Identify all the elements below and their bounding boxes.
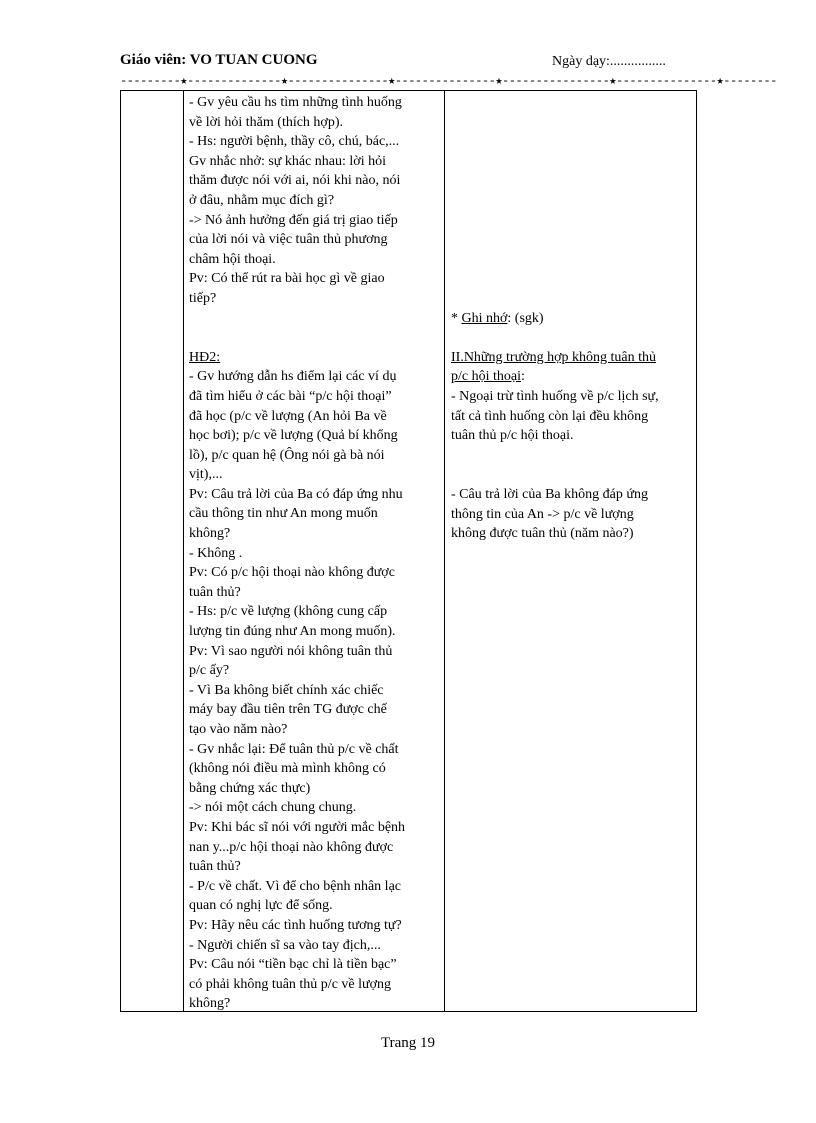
section-title: II.Những trường hợp không tuân thủ [451, 349, 656, 365]
teacher-line [120, 52, 318, 69]
content-line: - Ngoại trừ tình huống về p/c lịch sự, [451, 388, 659, 404]
activity-line: ở đâu, nhằm mục đích gì? [189, 192, 335, 208]
activity-line: tuân thủ? [189, 584, 241, 600]
teacher-name: VO TUAN CUONG [189, 52, 318, 68]
page-header [120, 52, 698, 74]
activity-line: Pv: Có thể rút ra bài học gì về giao [189, 271, 385, 287]
activity-line: tiếp? [189, 290, 217, 306]
header-separator: ---------★--------------★---------------★---------------★----------------★---------------★-------- [120, 74, 777, 88]
teaching-date: Ngày dạy:................ [552, 54, 666, 69]
activity-line: về lời hỏi thăm (thích hợp). [189, 114, 343, 130]
activity-line: - Hs: người bệnh, thầy cô, chú, bác,... [189, 134, 400, 150]
activity-line: (không nói điều mà mình không có [189, 761, 386, 777]
activity-line: Gv nhắc nhở: sự khác nhau: lời hỏi [189, 153, 386, 169]
activity-line: Pv: Khi bác sĩ nói với người mắc bệnh [189, 819, 406, 835]
content-line: - Câu trả lời của Ba không đáp ứng [451, 486, 648, 502]
activity-line: - P/c về chất. Vì để cho bệnh nhân lạc [189, 878, 402, 894]
activity-line: - Vì Ba không biết chính xác chiếc [189, 682, 384, 698]
activity-line: Pv: Hãy nêu các tình huống tương tự? [189, 917, 402, 933]
activity-line: - Gv nhắc lại: Để tuân thủ p/c về chất [189, 741, 399, 757]
activity-line: -> Nó ảnh hưởng đến giá trị giao tiếp [189, 212, 398, 228]
teacher-label: Giáo viên: [120, 52, 187, 68]
activity-line: quan có nghị lực để sống. [189, 898, 333, 914]
column-divider-1 [183, 91, 184, 1011]
activity-line: không? [189, 996, 231, 1012]
content-line: không được tuân thủ (năm nào?) [451, 526, 634, 542]
activity-line: lồ), p/c quan hệ (Ông nói gà bà nói [189, 447, 385, 463]
activity-line: có phải không tuân thủ p/c về lượng [189, 976, 392, 992]
activity-line: - Gv hướng dẫn hs điểm lại các ví dụ [189, 369, 397, 385]
content-column [451, 93, 696, 544]
activity-line: đã học (p/c về lượng (An hỏi Ba về [189, 408, 387, 424]
activity-line: máy bay đầu tiên trên TG được chế [189, 702, 387, 718]
activity-line: Pv: Có p/c hội thoại nào không được [189, 565, 395, 581]
activity-line: tạo vào năm nào? [189, 722, 288, 737]
hd2-heading: HĐ2: [189, 349, 221, 365]
activity-line: -> nói một cách chung chung. [189, 800, 357, 816]
activity-line: vịt),... [189, 467, 223, 483]
activity-line: lượng tin đúng như An mong muốn). [189, 624, 396, 640]
activity-line: châm hội thoại. [189, 251, 276, 267]
activity-line: tuân thủ? [189, 859, 241, 875]
content-line: tất cả tình huống còn lại đều không [451, 408, 649, 424]
activity-line: đã tìm hiểu ở các bài “p/c hội thoại” [189, 388, 392, 404]
activity-line: - Không . [189, 545, 243, 561]
activity-line: nan y...p/c hội thoại nào không được [189, 839, 394, 855]
activity-line: Pv: Câu nói “tiền bạc chỉ là tiền bạc” [189, 957, 397, 973]
activity-line: Pv: Vì sao người nói không tuân thủ [189, 643, 393, 659]
activity-line: bằng chứng xác thực) [189, 780, 311, 796]
activity-block-1 [189, 93, 439, 309]
content-line: thông tin của An -> p/c về lượng [451, 506, 634, 522]
activity-block-2 [189, 367, 439, 1014]
activity-line: - Gv yêu cầu hs tìm những tình huống [189, 95, 402, 110]
note-quantity [451, 485, 696, 544]
memo-note: * Ghi nhớ: (sgk) [451, 310, 544, 326]
lesson-table [120, 90, 697, 1012]
activity-line: thăm được nói với ai, nói khi nào, nói [189, 173, 401, 189]
content-line: tuân thủ p/c hội thoại. [451, 428, 574, 444]
activity-line: cầu thông tin như An mong muốn [189, 506, 378, 522]
activities-column [189, 93, 439, 1014]
column-divider-2 [444, 91, 445, 1011]
section-title-line-2: p/c hội thoại: [451, 369, 525, 385]
activity-line: Pv: Câu trả lời của Ba có đáp ứng nhu [189, 486, 403, 502]
activity-line: p/c ấy? [189, 663, 230, 679]
activity-line: không? [189, 526, 231, 542]
note-politeness [451, 387, 696, 446]
page-number: Trang 19 [380, 1035, 436, 1051]
activity-line: của lời nói và việc tuân thủ phương [189, 232, 388, 248]
activity-line: - Hs: p/c về lượng (không cung cấp [189, 604, 388, 620]
activity-line: - Người chiến sĩ sa vào tay địch,... [189, 937, 381, 953]
activity-line: học bơi); p/c về lượng (Quả bí khổng [189, 428, 398, 444]
